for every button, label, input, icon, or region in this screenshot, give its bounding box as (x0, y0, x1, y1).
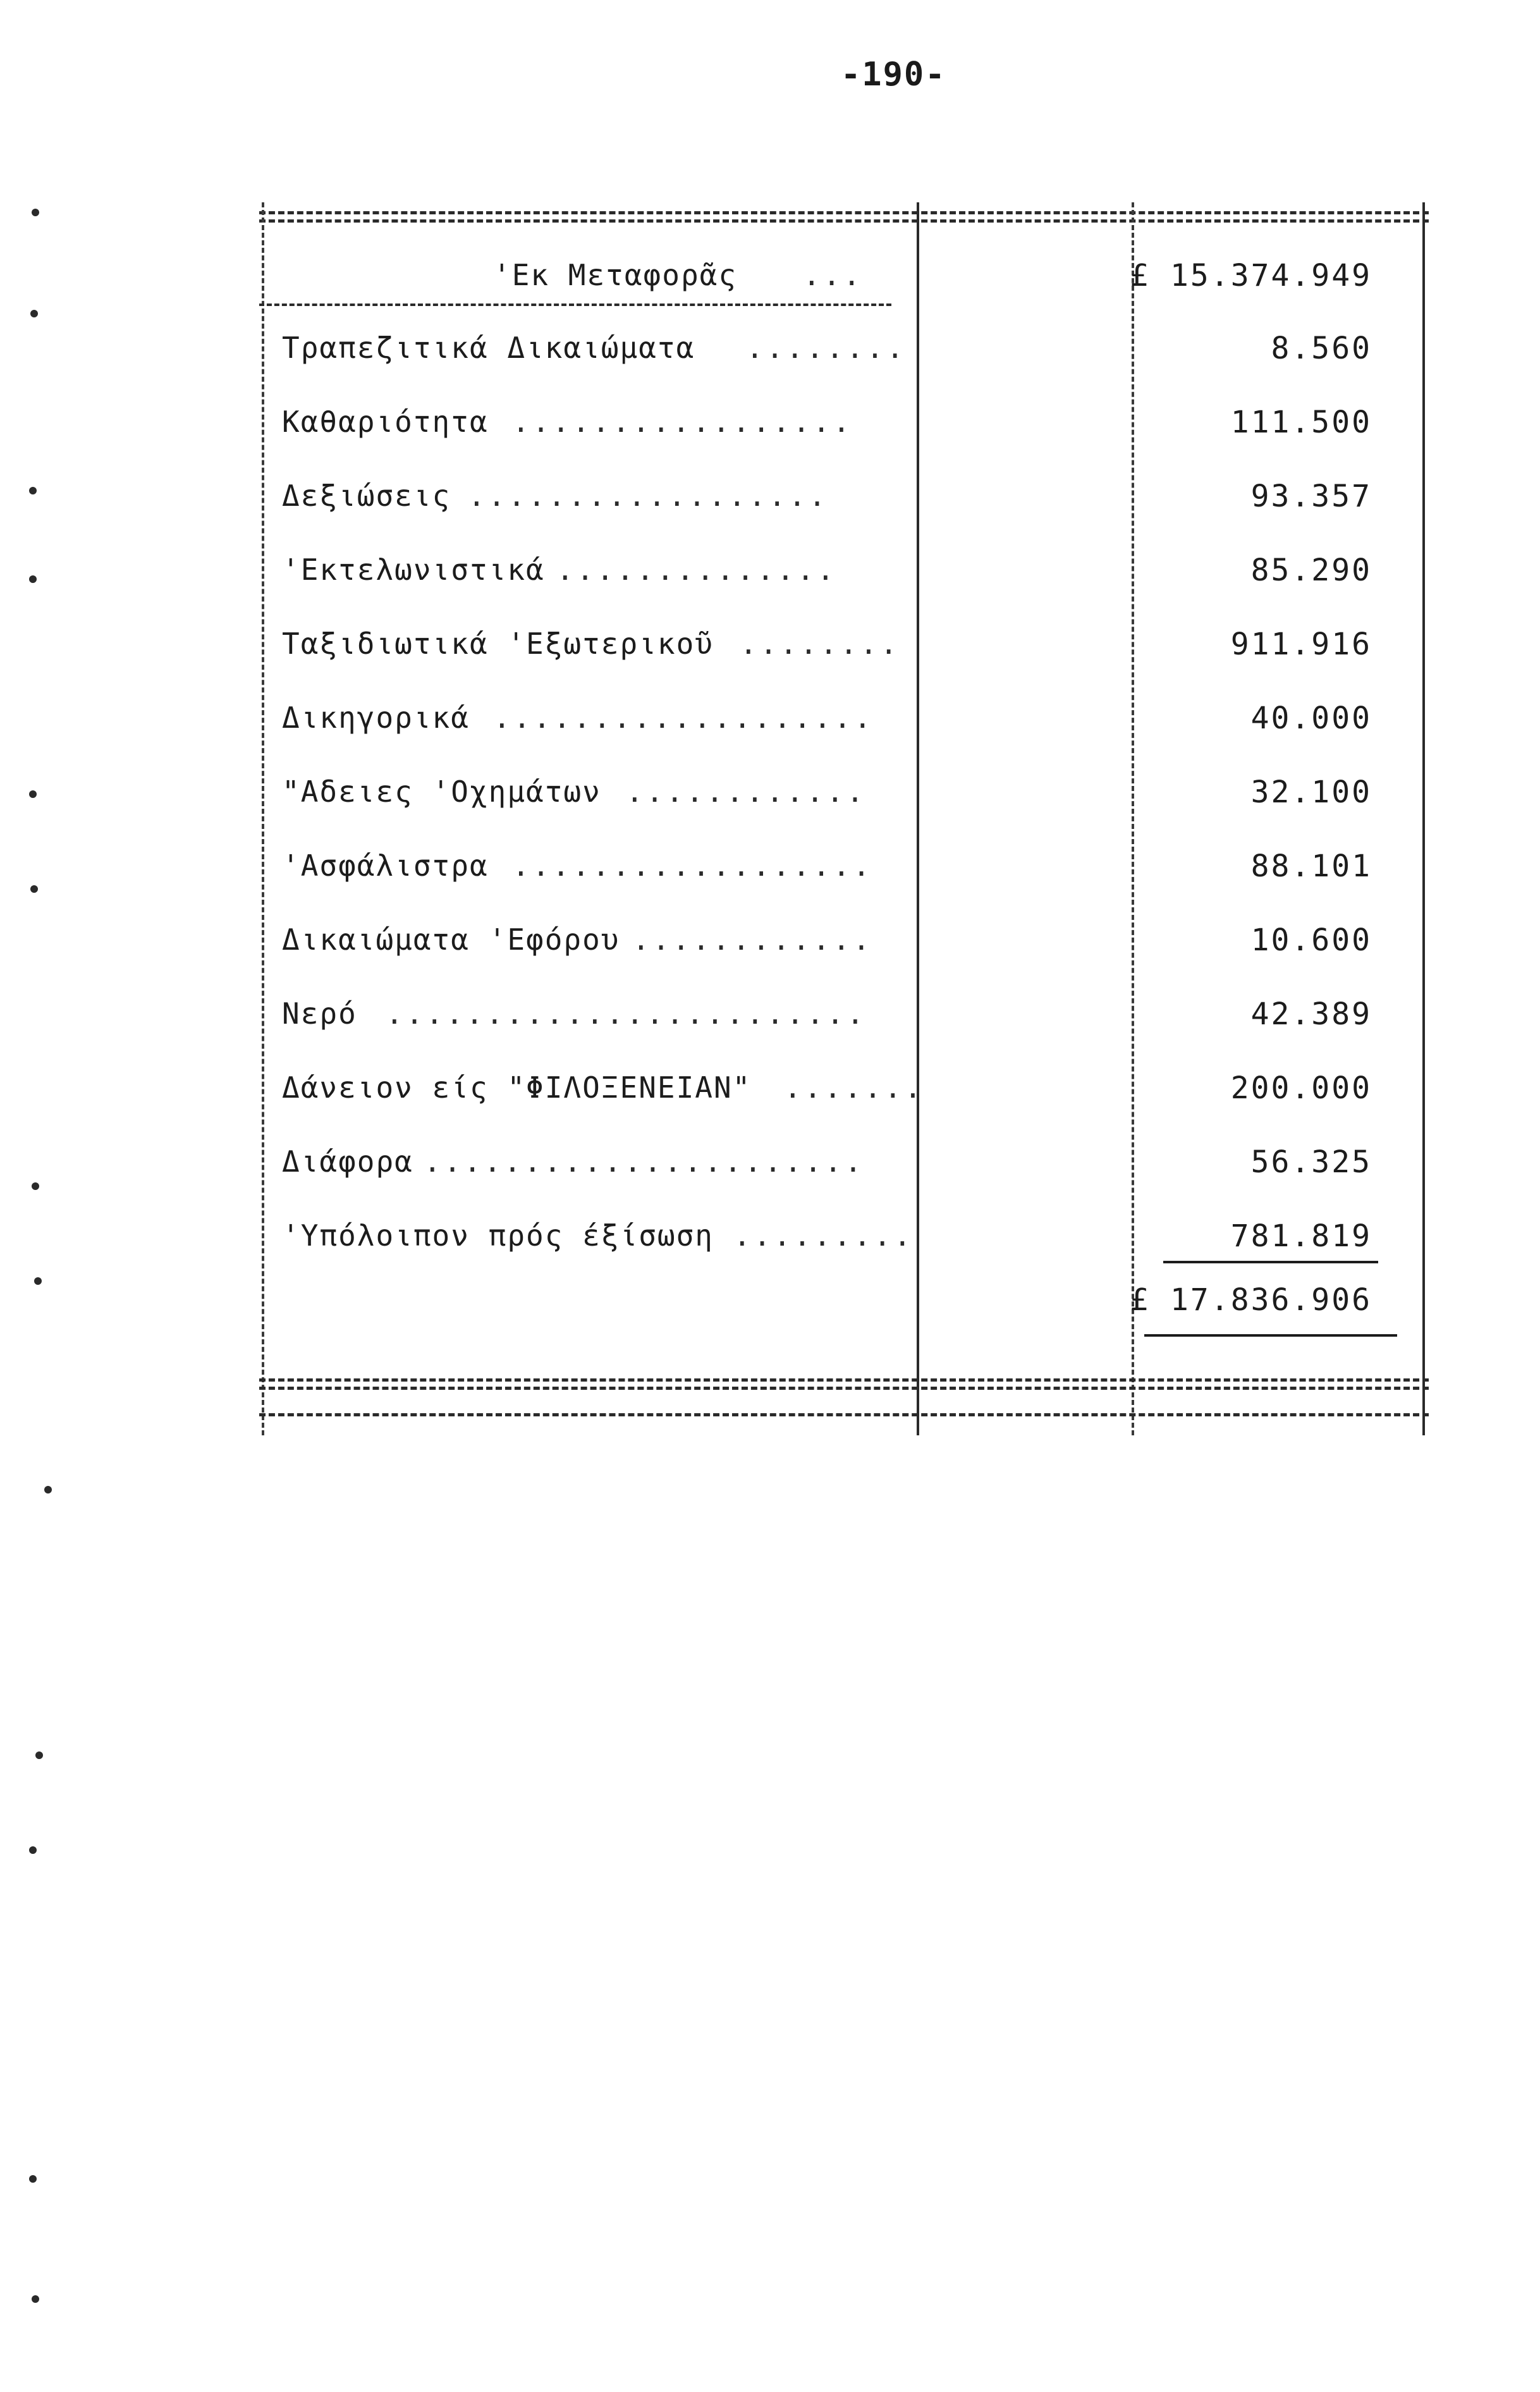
row-dots: ............ (632, 923, 873, 957)
subtotal-underline (1163, 1261, 1378, 1263)
ledger-row (259, 548, 1429, 598)
row-dots: ................... (493, 701, 874, 735)
scan-speck (34, 1277, 42, 1285)
ledger-top-rule (259, 211, 1429, 214)
row-amount: 85.290 (1250, 553, 1372, 588)
scan-speck (29, 1846, 37, 1854)
header-underline (259, 304, 891, 306)
row-dots: ................. (512, 405, 853, 439)
row-amount: 88.101 (1250, 849, 1372, 884)
carried-forward-label: 'Εκ Μεταφορᾶς (493, 258, 738, 292)
row-dots: .................. (512, 849, 873, 883)
row-label: Διάφορα (282, 1144, 413, 1179)
carried-forward-amount: £ 15.374.949 (1130, 258, 1372, 293)
scan-speck (29, 2175, 37, 2183)
total-underline (1144, 1334, 1397, 1337)
scan-speck (32, 209, 39, 216)
scan-speck (32, 2295, 39, 2303)
ledger-bottom-rule (259, 1378, 1429, 1382)
row-amount: 200.000 (1230, 1070, 1372, 1106)
scan-speck (30, 310, 38, 317)
ledger-row (259, 917, 1429, 968)
ledger-row (259, 1139, 1429, 1190)
ledger-row (259, 474, 1429, 524)
row-label: 'Ασφάλιστρα (282, 849, 489, 883)
ledger-row (259, 622, 1429, 672)
row-dots: ........ (740, 627, 900, 661)
row-dots: ....... (784, 1070, 924, 1105)
row-amount: 40.000 (1250, 701, 1372, 736)
row-amount: 781.819 (1230, 1218, 1372, 1254)
row-dots: .............. (556, 553, 837, 587)
row-label: Νερό (282, 997, 357, 1031)
row-dots: ...................... (424, 1144, 865, 1179)
ledger-row (259, 400, 1429, 450)
row-dots: ........ (746, 331, 907, 365)
row-label: Τραπεζιτικά Δικαιώματα (282, 331, 695, 365)
scan-speck (35, 1751, 43, 1759)
ledger-row (259, 770, 1429, 820)
scan-speck (30, 885, 38, 893)
ledger-table (259, 202, 1429, 1435)
ledger-bottom-rule-lower (259, 1413, 1429, 1416)
row-amount: 911.916 (1230, 627, 1372, 662)
ledger-row (259, 1213, 1429, 1264)
ledger-row (259, 991, 1429, 1042)
row-amount: 56.325 (1250, 1144, 1372, 1180)
scan-speck (44, 1486, 52, 1493)
page-number: -190- (841, 56, 946, 94)
scan-speck (29, 790, 37, 798)
scan-speck (29, 487, 37, 494)
ledger-row (259, 843, 1429, 894)
scan-speck (29, 575, 37, 583)
ledger-row (259, 1065, 1429, 1116)
row-label: Δικηγορικά (282, 701, 470, 735)
ledger-row (259, 326, 1429, 376)
row-amount: 8.560 (1271, 331, 1372, 366)
row-label: "Αδειες 'Οχημάτων (282, 775, 601, 809)
row-dots: ......... (733, 1218, 914, 1253)
row-label: 'Υπόλοιπον πρός έξίσωση (282, 1218, 714, 1253)
row-amount: 93.357 (1250, 479, 1372, 514)
row-amount: 32.100 (1250, 775, 1372, 810)
row-dots: ........................ (386, 997, 867, 1031)
row-amount: 42.389 (1250, 997, 1372, 1032)
row-label: 'Εκτελωνιστικά (282, 553, 545, 587)
row-dots: .................. (468, 479, 829, 513)
ledger-total-row (259, 1277, 1429, 1328)
row-label: Δάνειον είς "ΦΙΛΟΞΕΝΕΙΑΝ" (282, 1070, 752, 1105)
row-label: Ταξιδιωτικά 'Εξωτερικοῦ (282, 627, 714, 661)
row-amount: 10.600 (1250, 923, 1372, 958)
ledger-header-row (259, 253, 1429, 304)
row-label: Καθαριότητα (282, 405, 489, 439)
row-label: Δικαιώματα 'Εφόρου (282, 923, 620, 957)
total-amount: £ 17.836.906 (1130, 1282, 1372, 1318)
row-label: Δεξιώσεις (282, 479, 451, 513)
row-amount: 111.500 (1230, 405, 1372, 440)
scan-speck (32, 1182, 39, 1190)
ledger-row (259, 696, 1429, 746)
row-dots: ............ (626, 775, 867, 809)
carried-forward-dots: ... (803, 258, 864, 292)
